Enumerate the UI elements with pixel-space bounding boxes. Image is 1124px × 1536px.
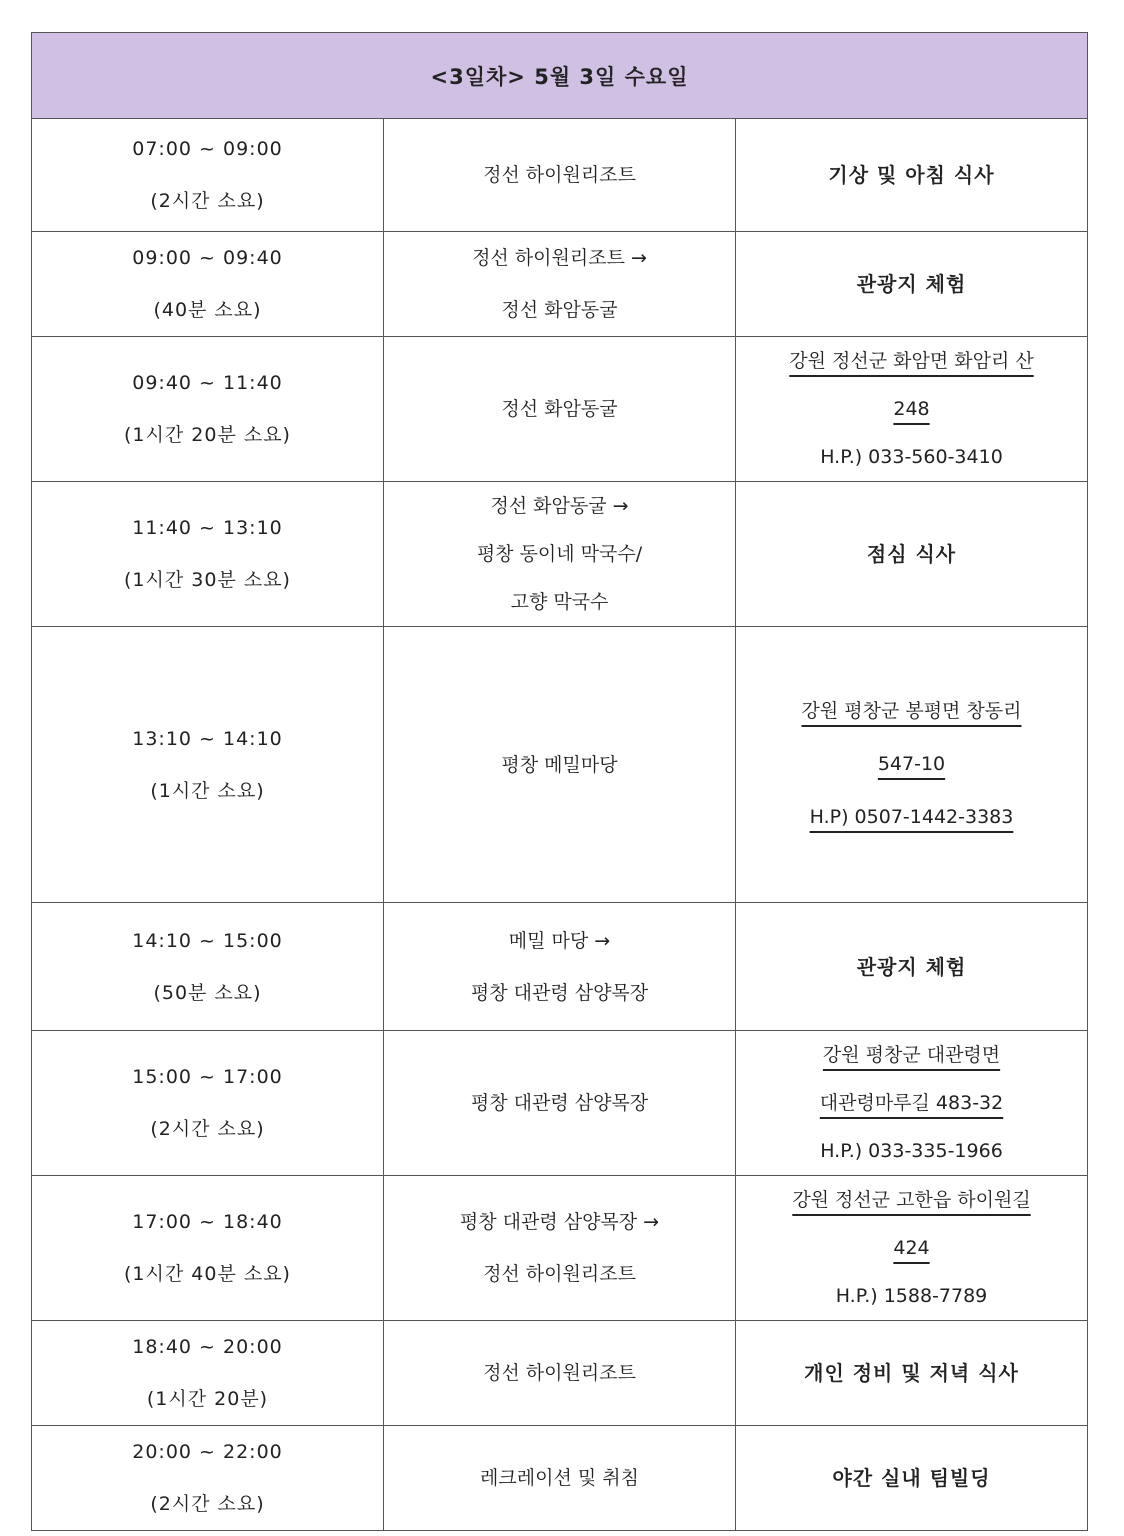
day-header-row bbox=[32, 33, 1088, 119]
activity: 야간 실내 팀빌딩 bbox=[832, 1466, 991, 1490]
table-row bbox=[32, 1321, 1088, 1426]
phone-number: H.P.) 033-335-1966 bbox=[820, 1140, 1003, 1162]
time-range: 09:00 ~ 09:40 bbox=[132, 247, 283, 269]
place-cell bbox=[384, 903, 736, 1031]
place-line: 레크레이션 및 취침 bbox=[480, 1467, 639, 1489]
place-line: 정선 화암동굴 bbox=[501, 398, 618, 420]
time-cell bbox=[32, 1321, 384, 1426]
duration: (2시간 소요) bbox=[150, 190, 265, 212]
place-cell bbox=[384, 337, 736, 482]
duration: (1시간 20분) bbox=[146, 1388, 269, 1410]
place-cell bbox=[384, 232, 736, 337]
duration: (1시간 30분 소요) bbox=[124, 569, 291, 591]
duration: (2시간 소요) bbox=[150, 1493, 265, 1515]
activity: 점심 식사 bbox=[866, 542, 957, 566]
place-line: 평창 동이네 막국수/ bbox=[476, 543, 643, 565]
address-line: 424 bbox=[893, 1237, 930, 1259]
duration: (1시간 40분 소요) bbox=[124, 1263, 291, 1285]
table-row bbox=[32, 903, 1088, 1031]
duration: (40분 소요) bbox=[153, 299, 262, 321]
address-cell bbox=[736, 1176, 1088, 1321]
place-cell bbox=[384, 482, 736, 627]
table-row bbox=[32, 482, 1088, 627]
address-cell bbox=[736, 1031, 1088, 1176]
day-title: <3일차> 5월 3일 수요일 bbox=[32, 33, 1088, 119]
table-row bbox=[32, 1426, 1088, 1531]
place-line: 메밀 마당 → bbox=[508, 929, 611, 952]
phone-number: H.P.) 033-560-3410 bbox=[820, 446, 1003, 468]
address-cell bbox=[736, 337, 1088, 482]
place-cell bbox=[384, 119, 736, 232]
time-cell bbox=[32, 337, 384, 482]
time-cell bbox=[32, 232, 384, 337]
time-cell bbox=[32, 903, 384, 1031]
activity-cell bbox=[736, 232, 1088, 337]
place-line: 고향 막국수 bbox=[510, 591, 609, 613]
time-cell bbox=[32, 119, 384, 232]
place-cell bbox=[384, 1176, 736, 1321]
time-cell bbox=[32, 1176, 384, 1321]
time-range: 18:40 ~ 20:00 bbox=[132, 1336, 283, 1358]
activity: 기상 및 아침 식사 bbox=[828, 163, 995, 187]
address-cell bbox=[736, 627, 1088, 903]
time-cell bbox=[32, 1426, 384, 1531]
time-range: 14:10 ~ 15:00 bbox=[132, 929, 283, 952]
duration: (1시간 20분 소요) bbox=[124, 424, 291, 446]
place-line: 평창 대관령 삼양목장 bbox=[470, 1092, 649, 1114]
activity-cell bbox=[736, 482, 1088, 627]
activity-cell bbox=[736, 1321, 1088, 1426]
place-line: 정선 화암동굴 bbox=[501, 299, 618, 321]
place-line: 평창 대관령 삼양목장 → bbox=[459, 1211, 660, 1233]
duration: (2시간 소요) bbox=[150, 1118, 265, 1140]
schedule-table bbox=[31, 32, 1088, 1531]
time-range: 07:00 ~ 09:00 bbox=[132, 138, 283, 160]
place-cell bbox=[384, 627, 736, 903]
duration: (50분 소요) bbox=[153, 981, 262, 1004]
place-cell bbox=[384, 1031, 736, 1176]
place-line: 정선 하이원리조트 bbox=[483, 1263, 636, 1285]
activity-cell bbox=[736, 1426, 1088, 1531]
phone-number: H.P) 0507-1442-3383 bbox=[809, 806, 1014, 828]
activity: 개인 정비 및 저녁 식사 bbox=[804, 1361, 1019, 1385]
address-line: 강원 평창군 대관령면 bbox=[822, 1044, 1001, 1066]
table-row bbox=[32, 627, 1088, 903]
address-line: 강원 정선군 화암면 화암리 산 bbox=[789, 350, 1034, 372]
activity-cell bbox=[736, 119, 1088, 232]
duration: (1시간 소요) bbox=[150, 779, 265, 802]
itinerary-sheet bbox=[31, 32, 1087, 1531]
place-line: 정선 하이원리조트 → bbox=[472, 247, 647, 269]
phone-number: H.P.) 1588-7789 bbox=[835, 1285, 988, 1307]
table-row bbox=[32, 119, 1088, 232]
place-line: 정선 하이원리조트 bbox=[483, 1362, 636, 1384]
place-line: 정선 화암동굴 → bbox=[490, 495, 629, 517]
address-line: 강원 정선군 고한읍 하이원길 bbox=[792, 1189, 1031, 1211]
table-row bbox=[32, 1176, 1088, 1321]
time-cell bbox=[32, 482, 384, 627]
table-row bbox=[32, 1031, 1088, 1176]
address-line: 248 bbox=[893, 398, 930, 420]
place-cell bbox=[384, 1321, 736, 1426]
address-line: 대관령마루길 483-32 bbox=[819, 1092, 1004, 1114]
time-range: 20:00 ~ 22:00 bbox=[132, 1441, 283, 1463]
activity: 관광지 체험 bbox=[856, 272, 967, 296]
table-row bbox=[32, 337, 1088, 482]
place-cell bbox=[384, 1426, 736, 1531]
time-range: 17:00 ~ 18:40 bbox=[132, 1211, 283, 1233]
time-range: 11:40 ~ 13:10 bbox=[132, 517, 283, 539]
place-line: 평창 메밀마당 bbox=[501, 753, 618, 776]
time-range: 15:00 ~ 17:00 bbox=[132, 1066, 283, 1088]
activity-cell bbox=[736, 903, 1088, 1031]
address-line: 강원 평창군 봉평면 창동리 bbox=[801, 700, 1022, 722]
time-cell bbox=[32, 1031, 384, 1176]
table-row bbox=[32, 232, 1088, 337]
time-range: 13:10 ~ 14:10 bbox=[132, 727, 283, 750]
place-line: 정선 하이원리조트 bbox=[483, 164, 636, 186]
time-range: 09:40 ~ 11:40 bbox=[132, 372, 283, 394]
time-cell bbox=[32, 627, 384, 903]
activity: 관광지 체험 bbox=[856, 954, 967, 979]
place-line: 평창 대관령 삼양목장 bbox=[470, 981, 649, 1004]
address-line: 547-10 bbox=[877, 753, 946, 775]
